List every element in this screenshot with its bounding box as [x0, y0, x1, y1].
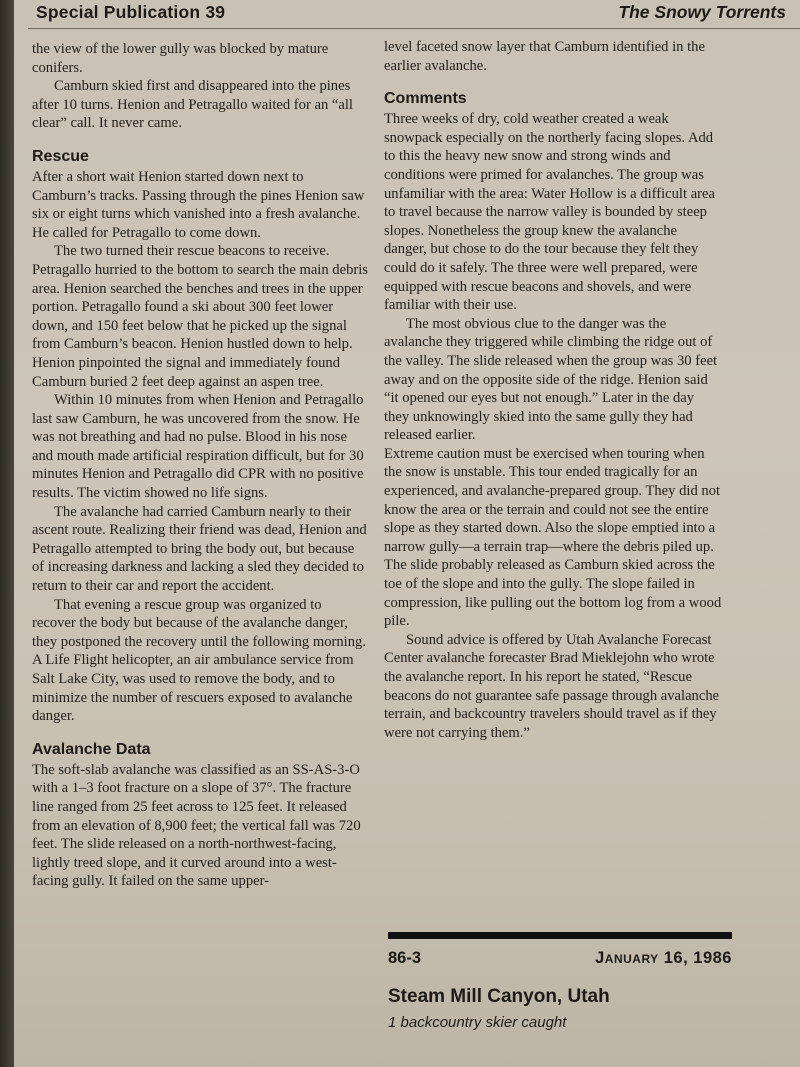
intro-paragraph-2: Camburn skied first and disappeared into the pines after 10 turns. Henion and Petragallo waited for an “all clear” call. It never came. [32, 78, 353, 132]
avalanche-data-heading: Avalanche Data [32, 740, 151, 758]
binding-shadow [0, 0, 14, 1067]
incident-location: Steam Mill Canyon, Utah [388, 986, 610, 1007]
continuation-paragraph: level faceted snow layer that Camburn identified in the earlier avalanche. [384, 39, 705, 74]
incident-divider-bar [388, 932, 732, 939]
rescue-paragraph-1: After a short wait Henion started down next to Camburn’s tracks. Passing through the pines Henion saw six or eight turns which vanished into a fresh avalanche. He called for Petragallo to come down. [32, 168, 365, 241]
book-page [14, 0, 800, 1067]
rescue-paragraph-4: The avalanche had carried Camburn nearly to their ascent route. Realizing their friend was dead, Henion and Petragallo attempted to bring the body out, but because of increasing darkness and lacking a sled they decided to return to their car and report the accident. [32, 503, 367, 595]
rescue-paragraph-3: Within 10 minutes from when Henion and Petragallo last saw Camburn, he was uncovered from the snow. He was not breathing and had no pulse. Blood in his nose and mouth made artificial respiration difficult, but for 30 minutes Henion and Petragallo did CPR with no positive results. The victim showed no life signs. [32, 392, 364, 502]
avalanche-data-paragraph: The soft-slab avalanche was classified as an SS-AS-3-O with a 1–3 foot fracture on a slope of 37°. The fracture line ranged from 25 feet across to 125 feet. It released from an elevation of 8,900 feet; the vertical fall was 720 feet. The slide released on a north-northwest-facing, lightly treed slope, and it curved around into a west-facing gully. It failed on the same upper- [32, 761, 361, 890]
right-column [384, 38, 722, 742]
comments-paragraph-1: Three weeks of dry, cold weather created a weak snowpack especially on the northerly facing slopes. Add to this the heavy new snow and strong winds and conditions were primed for avalanches. The group was unfamiliar with the area: Water Hollow is a difficult area to travel because the narrow valley is bounded by steep slopes. Nonetheless the group knew the avalanche danger, but chose to do the tour because they felt they could do it safely. The three were well prepared, were equipped with rescue beacons and shovels, and were familiar with their use. [384, 111, 715, 314]
rescue-paragraph-2: The two turned their rescue beacons to receive. Petragallo hurried to the bottom to search the main debris area. Henion searched the benches and trees in the upper portion. Petragallo found a ski about 300 feet lower down, and 150 feet below that he picked up the signal from Camburn’s beacon. Henion hustled down to help. Henion pinpointed the signal and immediately found Camburn buried 2 feet deep against an aspen tree. [32, 243, 368, 390]
book-title-header: The Snowy Torrents [618, 2, 786, 22]
rescue-heading: Rescue [32, 147, 89, 165]
incident-summary: 1 backcountry skier caught [388, 1014, 567, 1031]
incident-id-row [388, 949, 732, 968]
incident-number: 86-3 [388, 949, 422, 967]
rescue-paragraph-5: That evening a rescue group was organized to recover the body but because of the avalanche danger, they postponed the recovery until the following morning. A Life Flight helicopter, an air ambulance service from Salt Lake City, was used to remove the body, and to minimize the number of rescuers exposed to avalanche danger. [32, 596, 366, 725]
incident-date: January 16, 1986 [595, 949, 732, 967]
publication-header: Special Publication 39 [36, 2, 226, 22]
header-rule [28, 28, 800, 29]
comments-heading: Comments [384, 90, 467, 108]
comments-paragraph-3: Extreme caution must be exercised when touring when the snow is unstable. This tour ended tragically for an experienced, and avalanche-prepared group. They did not know the area or the terrain and could not see the entire slope as they started down. Also the slope emptied into a narrow gully—a terrain trap—where the debris piled up. The slide probably released as Camburn skied across the toe of the slope and into the gully. The slope failed in compression, like pulling out the bottom log from a wood pile. [384, 445, 722, 630]
comments-paragraph-4: Sound advice is offered by Utah Avalanche Forecast Center avalanche forecaster Brad Mieklejohn who wrote the avalanche report. In his report he stated, “Rescue beacons do not guarantee safe passage through avalanche terrain, and backcountry travelers should travel as if they were not carrying them.” [384, 631, 720, 741]
comments-paragraph-2: The most obvious clue to the danger was the avalanche they triggered while climbing the ridge out of the valley. The slide released when the group was 30 feet away and on the opposite side of the ridge. Henion said “it opened our eyes but not enough.” Later in the day they unknowingly skied into the same gully they had released earlier. [384, 315, 718, 444]
left-column [32, 40, 368, 891]
intro-paragraph-1: the view of the lower gully was blocked by mature conifers. [32, 41, 329, 76]
next-incident-block [388, 932, 732, 1031]
